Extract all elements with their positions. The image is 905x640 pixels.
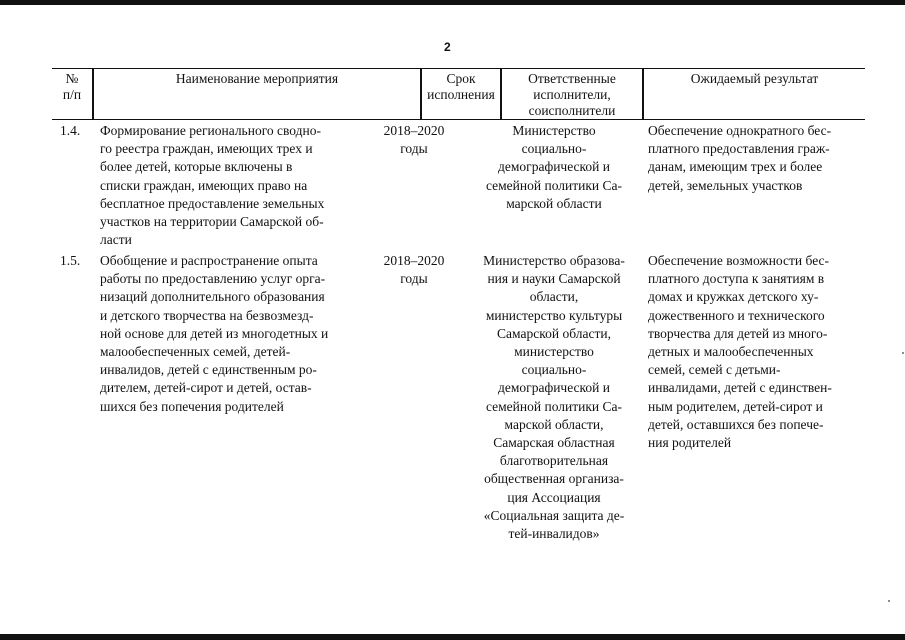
row-activity-name: Формирование регионального сводно- го реестра граждан, имеющих трех и более детей, которые включены в списки граждан, имеющих право на бесплатное предоставление земельных участков на территории Самарской об- ласти: [100, 123, 325, 248]
row-number: 1.5.: [60, 253, 81, 268]
page-number: 2: [444, 40, 451, 54]
row-number: 1.4.: [60, 123, 81, 138]
scan-bottom-edge: [0, 634, 905, 640]
row-responsible: Министерство образова- ния и науки Самарской области, министерство культуры Самарской области, министерство социально- демографической и семейной политики Са- марской области, Самарская областная благотворительная общественная организа- ция Ассоциация «Социальная защита де- тей-инвалидов»: [483, 253, 625, 542]
row-expected-result: Обеспечение возможности бес- платного доступа к занятиям в домах и кружках детского ху- дожественного и технического творчества для детей из много- детных и малообеспеченных семей, семей с детьми- инвалидами, детей с единствен- ным родителем, детей-сирот и детей, оставшихся без попече- ния родителей: [648, 253, 832, 451]
header-result: Ожидаемый результат: [690, 71, 819, 86]
scan-top-edge: [0, 0, 905, 5]
scan-speck: [888, 600, 890, 602]
row-expected-result: Обеспечение однократного бес- платного предоставления граж- данам, имеющим трех и более детей, земельных участков: [648, 123, 832, 193]
header-term: Срок исполнения: [427, 71, 495, 102]
scan-speck: [902, 352, 904, 354]
table-header: [52, 68, 865, 120]
header-num: № п/п: [62, 71, 82, 102]
header-name: Наименование мероприятия: [175, 71, 339, 86]
row-term: 2018–2020 годы: [383, 253, 445, 287]
header-responsible: Ответственные исполнители, соисполнители: [528, 71, 616, 118]
row-term: 2018–2020 годы: [383, 123, 445, 157]
row-responsible: Министерство социально- демографической и семейной политики Са- марской области: [485, 123, 622, 211]
row-activity-name: Обобщение и распространение опыта работы по предоставлению услуг орга- низаций дополнительного образования и детского творчества на безвозмезд- ной основе для детей из многодетных и малообеспеченных семей, детей- инвалидов, детей с единственным ро- дителем, детей-сирот и детей, остав- шихся без попечения родителей: [100, 253, 329, 414]
